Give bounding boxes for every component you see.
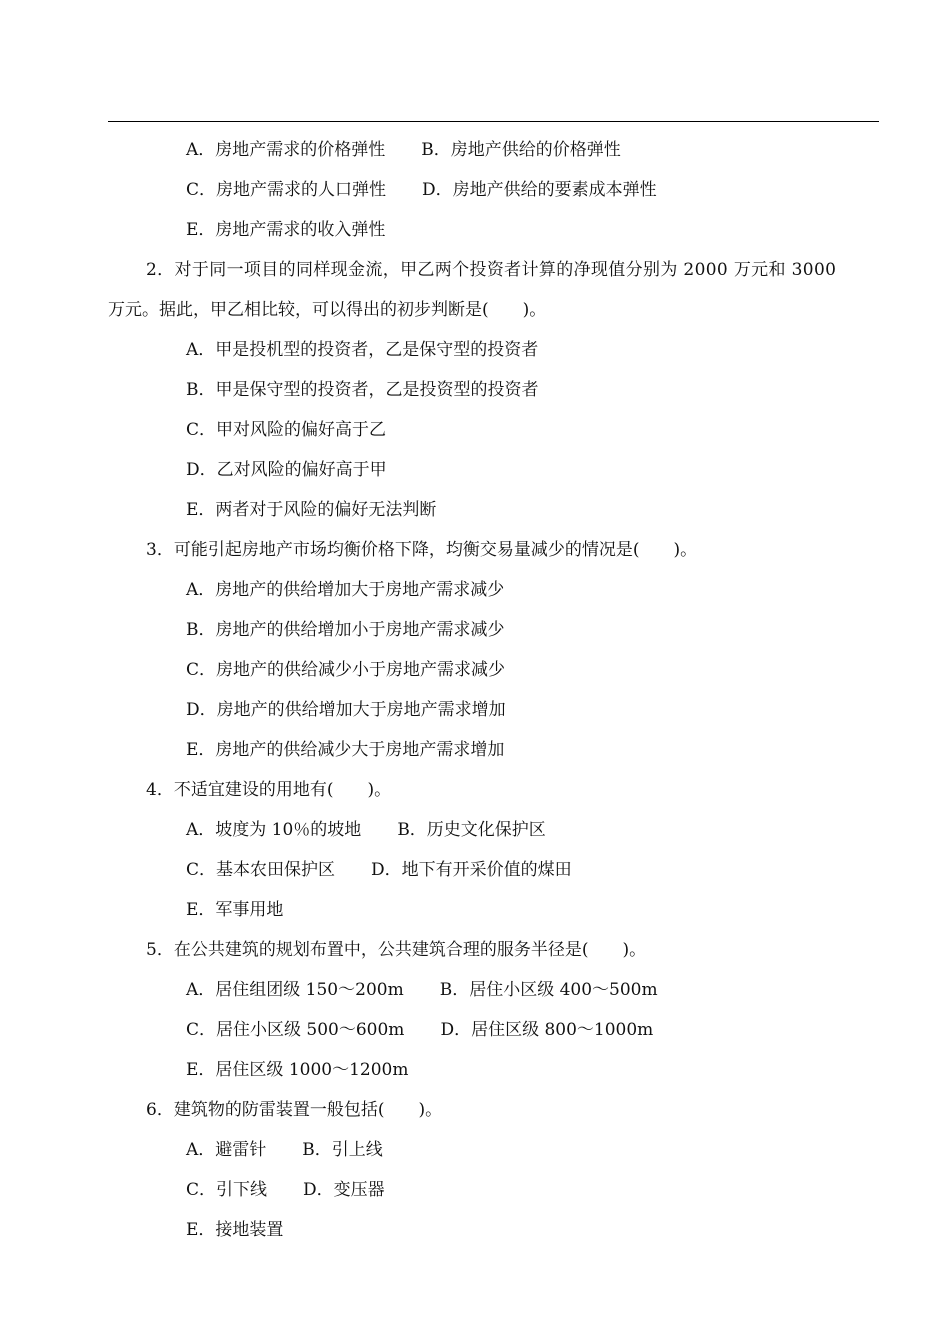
q4-options-row-2 xyxy=(186,859,572,881)
q6-options-row-1 xyxy=(186,1139,383,1161)
q2-option-a: A．甲是投机型的投资者，乙是保守型的投资者 xyxy=(186,340,539,360)
q2-option-e: E．两者对于风险的偏好无法判断 xyxy=(186,500,437,520)
header-rule xyxy=(108,121,879,122)
q6-option-a: A．避雷针 xyxy=(186,1140,267,1160)
q6-stem: 6．建筑物的防雷装置一般包括( )。 xyxy=(146,1100,443,1120)
q4-option-d: D．地下有开采价值的煤田 xyxy=(371,860,572,880)
q6-option-d: D．变压器 xyxy=(303,1180,385,1200)
q3-option-e: E．房地产的供给减少大于房地产需求增加 xyxy=(186,740,505,760)
q1-options-row-2 xyxy=(186,179,657,201)
q6-option-e: E．接地装置 xyxy=(186,1220,284,1240)
q6-option-c: C．引下线 xyxy=(186,1180,268,1200)
q2-stem-line-1: 2．对于同一项目的同样现金流，甲乙两个投资者计算的净现值分别为 2000 万元和 3000 xyxy=(146,260,837,280)
q3-option-c: C．房地产的供给减少小于房地产需求减少 xyxy=(186,660,506,680)
q4-options-row-1 xyxy=(186,819,546,841)
q4-option-c: C．基本农田保护区 xyxy=(186,860,336,880)
q1-option-c: C．房地产需求的人口弹性 xyxy=(186,180,387,200)
q3-option-b: B．房地产的供给增加小于房地产需求减少 xyxy=(186,620,505,640)
q3-stem: 3．可能引起房地产市场均衡价格下降，均衡交易量减少的情况是( )。 xyxy=(146,540,698,560)
q4-option-a: A．坡度为 10％的坡地 xyxy=(186,820,362,840)
q5-option-c: C．居住小区级 500～600m xyxy=(186,1020,405,1040)
q3-option-d: D．房地产的供给增加大于房地产需求增加 xyxy=(186,700,506,720)
q2-option-c: C．甲对风险的偏好高于乙 xyxy=(186,420,387,440)
q5-option-a: A．居住组团级 150～200m xyxy=(186,980,404,1000)
q5-option-b: B．居住小区级 400～500m xyxy=(439,980,658,1000)
q6-options-row-2 xyxy=(186,1179,385,1201)
q2-option-b: B．甲是保守型的投资者，乙是投资型的投资者 xyxy=(186,380,539,400)
q4-option-e: E．军事用地 xyxy=(186,900,284,920)
q6-option-b: B．引上线 xyxy=(302,1140,383,1160)
q5-options-row-1 xyxy=(186,979,658,1001)
q1-option-d: D．房地产供给的要素成本弹性 xyxy=(422,180,657,200)
q5-options-row-2 xyxy=(186,1019,653,1041)
q3-option-a: A．房地产的供给增加大于房地产需求减少 xyxy=(186,580,505,600)
q5-stem: 5．在公共建筑的规划布置中，公共建筑合理的服务半径是( )。 xyxy=(146,940,647,960)
q1-options-row-1 xyxy=(186,139,621,161)
q1-option-b: B．房地产供给的价格弹性 xyxy=(421,140,621,160)
q5-option-e: E．居住区级 1000～1200m xyxy=(186,1060,409,1080)
q1-option-a: A．房地产需求的价格弹性 xyxy=(186,140,386,160)
q2-option-d: D．乙对风险的偏好高于甲 xyxy=(186,460,387,480)
q4-stem: 4．不适宜建设的用地有( )。 xyxy=(146,780,392,800)
q1-option-e: E．房地产需求的收入弹性 xyxy=(186,220,386,240)
q2-stem-line-2: 万元。据此，甲乙相比较，可以得出的初步判断是( )。 xyxy=(108,300,547,320)
q4-option-b: B．历史文化保护区 xyxy=(397,820,546,840)
q5-option-d: D．居住区级 800～1000m xyxy=(440,1020,654,1040)
